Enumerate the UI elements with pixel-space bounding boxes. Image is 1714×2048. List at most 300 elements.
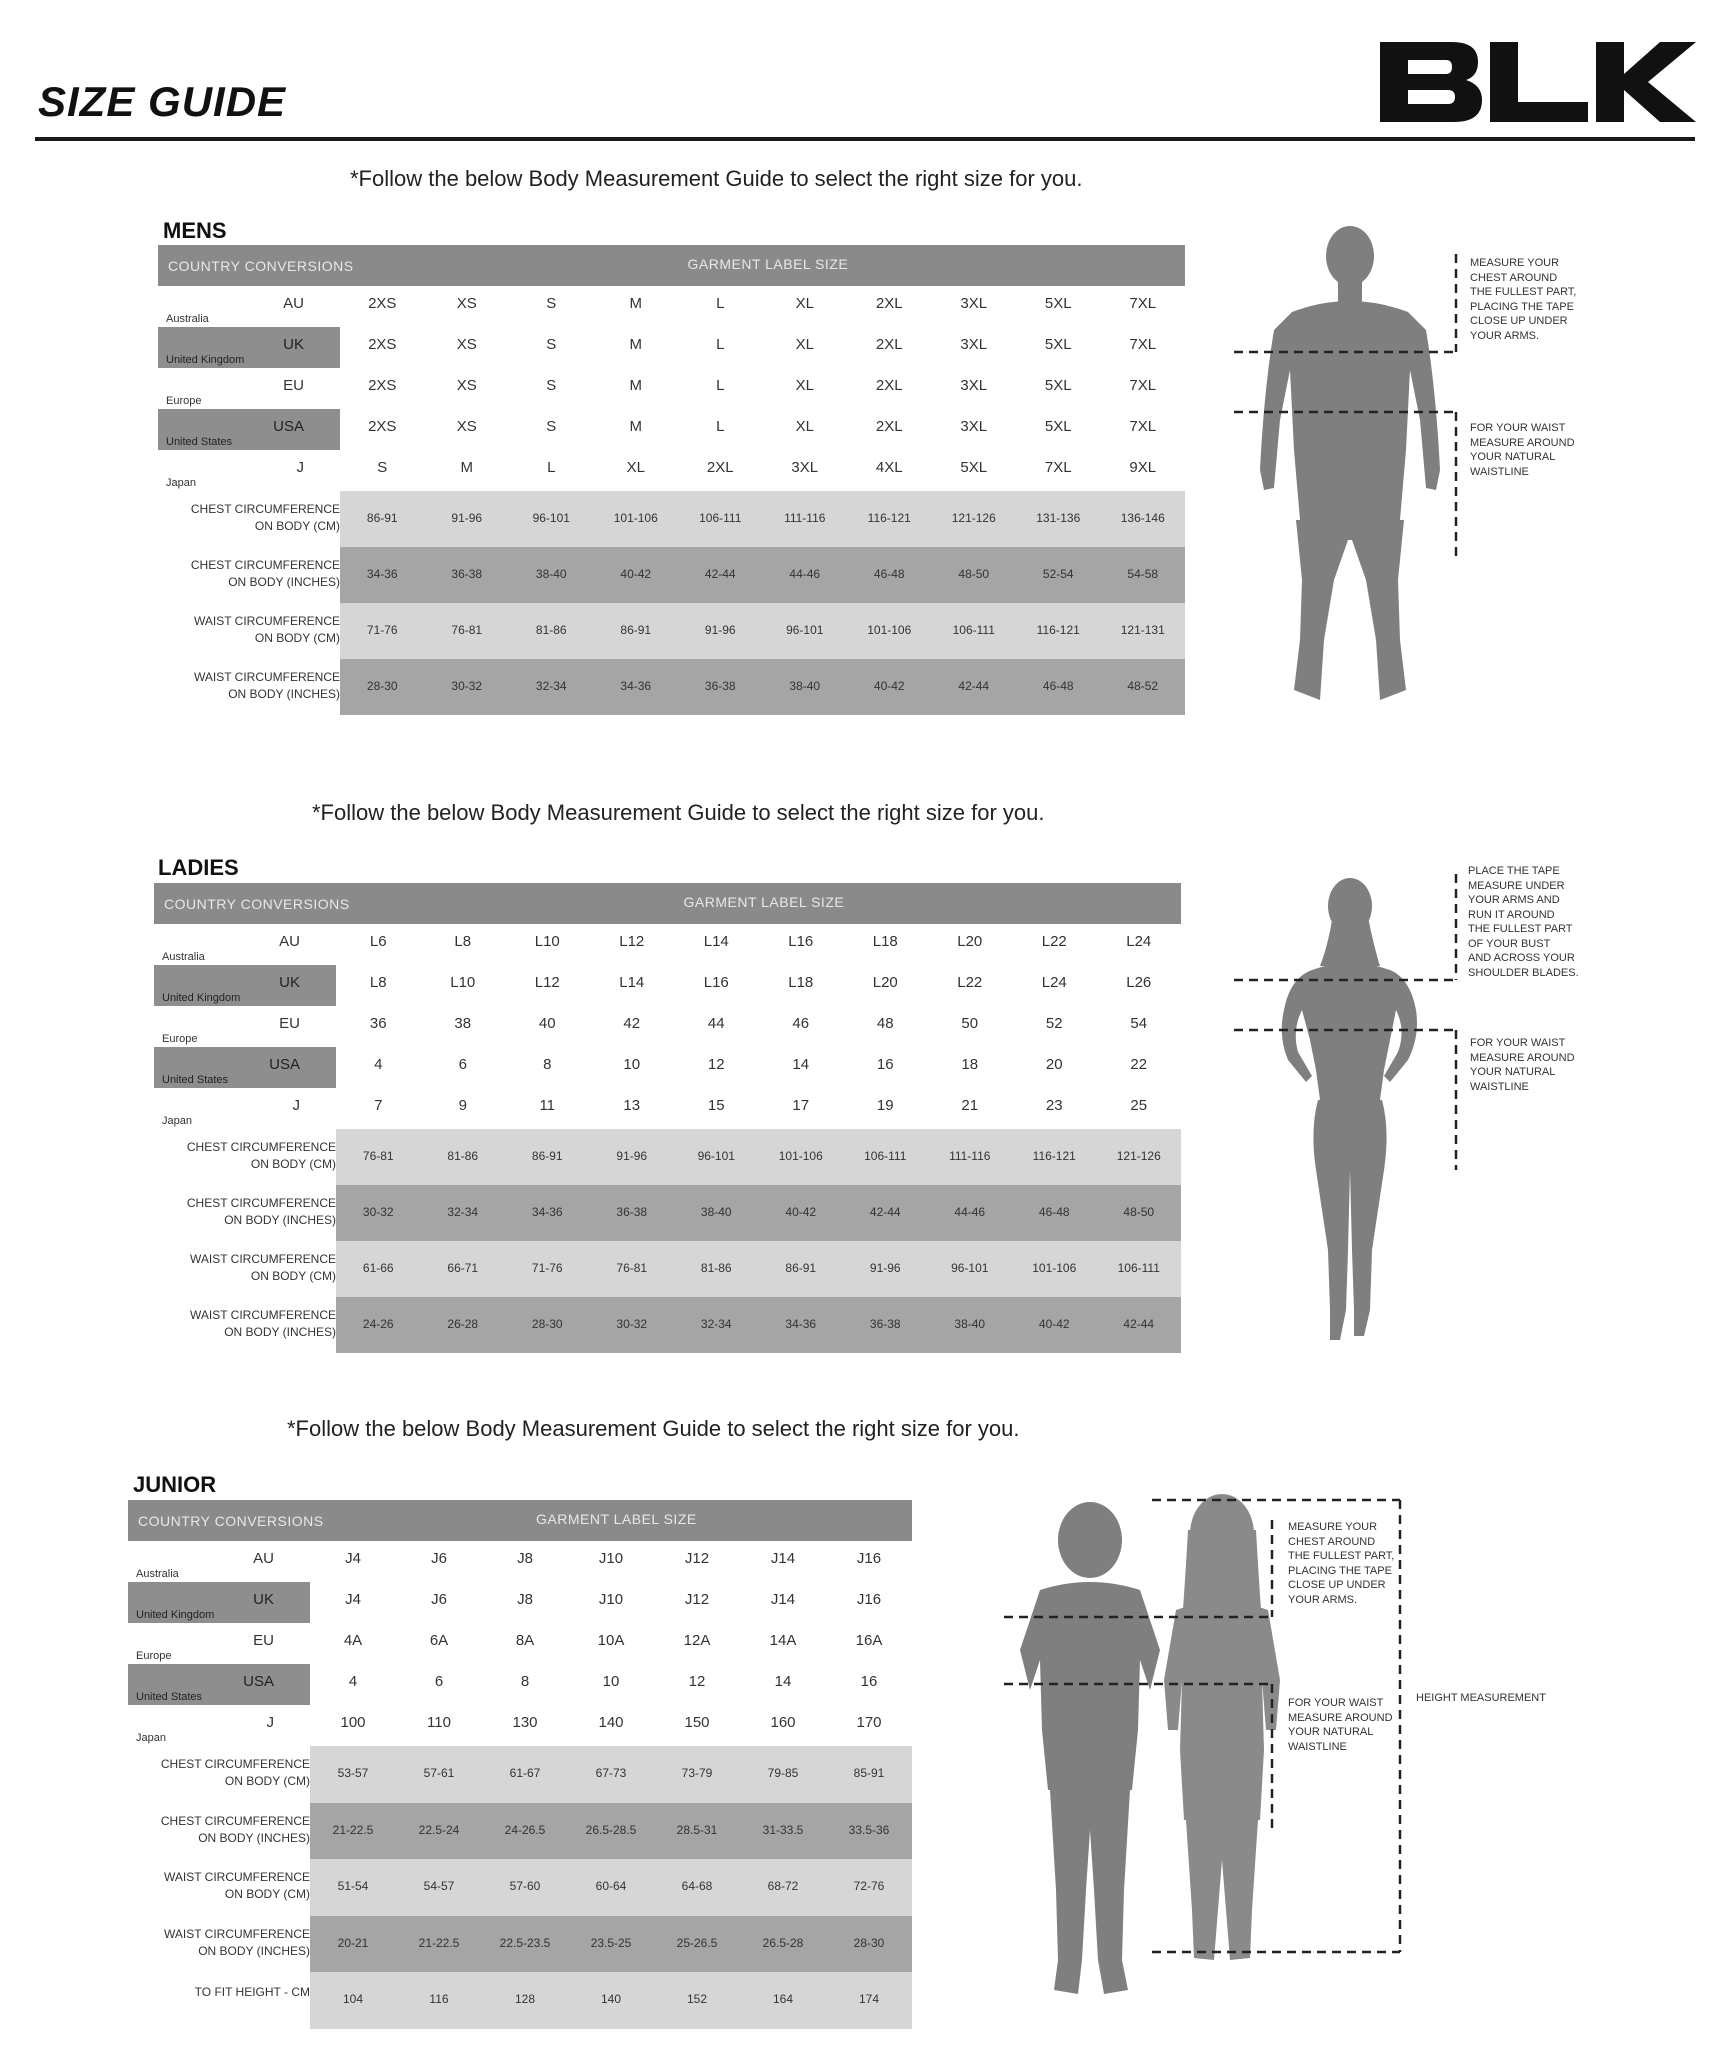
- measurement-label-line2: ON BODY (INCHES): [228, 687, 340, 701]
- size-cell: L8: [369, 974, 387, 991]
- size-cell: L: [716, 295, 725, 312]
- size-cell: J8: [517, 1550, 533, 1567]
- measurement-cell: 136-146: [1120, 511, 1165, 525]
- size-cell: 7XL: [1129, 295, 1157, 312]
- size-cell: J4: [345, 1550, 361, 1567]
- country-cell: [128, 1623, 310, 1664]
- measurement-cell: 28.5-31: [676, 1822, 718, 1837]
- annotation-line: AND ACROSS YOUR: [1468, 952, 1575, 964]
- measurement-label-line1: CHEST CIRCUMFERENCE: [186, 1196, 336, 1210]
- measurement-cell: 60-64: [595, 1879, 627, 1894]
- size-cell: L22: [1041, 933, 1067, 950]
- annotation-line: MEASURE AROUND: [1470, 436, 1575, 449]
- measurement-cell: 44-46: [789, 567, 821, 581]
- measurement-cell: 48-50: [958, 567, 990, 581]
- size-cell: L22: [957, 974, 983, 991]
- measurement-cell: 24-26.5: [504, 1822, 546, 1837]
- size-cell: L16: [788, 933, 814, 950]
- country-cell: [128, 1541, 310, 1582]
- measurement-label-line1: CHEST CIRCUMFERENCE: [190, 502, 340, 516]
- country-row-usa: [158, 409, 1185, 450]
- country-row-eu: [128, 1623, 912, 1664]
- measurement-cell: 42-44: [704, 567, 736, 581]
- ladies-waist-annotation: [1470, 1036, 1575, 1094]
- size-cell: XL: [795, 295, 814, 312]
- size-cell: 6A: [429, 1632, 449, 1649]
- size-cell: 4A: [343, 1632, 363, 1649]
- annotation-line: YOUR ARMS.: [1470, 329, 1540, 342]
- size-cell: 16A: [855, 1632, 883, 1649]
- country-name: Australia: [166, 313, 209, 325]
- mens-note: *Follow the below Body Measurement Guide to select the right size for you.: [350, 166, 1083, 191]
- measurement-cell: 86-91: [620, 623, 652, 637]
- measurement-cell: 32-34: [535, 679, 567, 693]
- size-cell: M: [629, 336, 642, 353]
- country-code: AU: [253, 1550, 274, 1567]
- annotation-line: OF YOUR BUST: [1468, 937, 1551, 950]
- country-row-au: [158, 286, 1185, 327]
- size-cell: J10: [598, 1591, 624, 1608]
- measurement-cell: 66-71: [447, 1261, 479, 1275]
- measurement-cell: 36-38: [704, 679, 736, 693]
- measurement-cell: 21-22.5: [332, 1822, 374, 1837]
- size-cell: 2XS: [368, 377, 397, 394]
- country-name: Japan: [166, 477, 196, 489]
- measurement-cell: 53-57: [337, 1766, 369, 1780]
- size-cell: 46: [792, 1015, 810, 1032]
- measurement-label-line2: ON BODY (CM): [250, 1269, 336, 1283]
- annotation-line: THE FULLEST PART,: [1470, 286, 1577, 298]
- country-cell: [154, 965, 336, 1006]
- annotation-line: CHEST AROUND: [1470, 271, 1558, 284]
- measurement-cell: 111-116: [949, 1149, 991, 1163]
- measurement-row: [128, 1803, 912, 1860]
- size-cell: 38: [454, 1015, 472, 1032]
- size-cell: 7: [374, 1097, 383, 1114]
- ladies-section-title: LADIES: [158, 855, 239, 880]
- measurement-cell: 104: [342, 1992, 364, 2007]
- size-cell: 16: [860, 1673, 878, 1690]
- country-row-uk: [158, 327, 1185, 368]
- annotation-line: WAISTLINE: [1288, 1740, 1347, 1753]
- measurement-cell: 116-121: [1036, 623, 1080, 637]
- measurement-cell: 40-42: [785, 1205, 817, 1219]
- measurement-cell: 81-86: [535, 623, 567, 637]
- size-cell: 25: [1130, 1097, 1148, 1114]
- annotation-line: YOUR NATURAL: [1288, 1726, 1374, 1738]
- size-cell: 17: [792, 1097, 810, 1114]
- measurement-label-line1: WAIST CIRCUMFERENCE: [193, 670, 340, 684]
- size-cell: L: [716, 377, 725, 394]
- country-code: J: [296, 459, 304, 476]
- measurement-cell: 28-30: [853, 1935, 885, 1950]
- measurement-cell: 32-34: [700, 1317, 732, 1331]
- measurement-cell: 81-86: [447, 1149, 479, 1163]
- annotation-line: MEASURE YOUR: [1288, 1521, 1378, 1533]
- measurement-cell: 76-81: [362, 1149, 394, 1163]
- measurement-cell: 38-40: [789, 679, 821, 693]
- measurement-cell: 85-91: [853, 1766, 885, 1780]
- size-cell: 7XL: [1129, 336, 1157, 353]
- measurement-label-line2: ON BODY (CM): [254, 631, 340, 645]
- size-cell: L10: [450, 974, 476, 991]
- size-cell: 2XL: [875, 377, 903, 394]
- measurement-label: [158, 613, 352, 647]
- size-cell: 5XL: [960, 459, 988, 476]
- measurement-cell: 106-111: [1117, 1261, 1160, 1275]
- country-name: United Kingdom: [166, 354, 245, 366]
- measurement-cell: 61-66: [362, 1261, 394, 1275]
- measurement-row: [128, 1746, 912, 1803]
- measurement-cell: 67-73: [595, 1766, 627, 1780]
- measurement-cell: 26.5-28: [762, 1935, 804, 1950]
- measurement-cell: 86-91: [785, 1261, 817, 1275]
- measurement-cell: 34-36: [785, 1317, 817, 1331]
- size-cell: 54: [1130, 1015, 1148, 1032]
- measurement-cell: 101-106: [778, 1149, 823, 1163]
- measurement-label-line1: CHEST CIRCUMFERENCE: [160, 1757, 310, 1771]
- annotation-line: THE FULLEST PART,: [1288, 1550, 1395, 1562]
- annotation-line: YOUR ARMS AND: [1468, 894, 1560, 906]
- measurement-cell: 20-21: [337, 1935, 369, 1950]
- country-conversions-label: COUNTRY CONVERSIONS: [164, 896, 350, 912]
- size-cell: 10: [623, 1056, 641, 1073]
- size-cell: XL: [795, 377, 814, 394]
- measurement-label-line1: WAIST CIRCUMFERENCE: [163, 1926, 310, 1941]
- size-cell: J12: [684, 1550, 710, 1567]
- measurement-label: [158, 557, 352, 591]
- measurement-cell: 34-36: [620, 679, 652, 693]
- annotation-line: YOUR NATURAL: [1470, 1066, 1556, 1078]
- size-cell: 6: [434, 1673, 444, 1690]
- measurement-cell: 36-38: [451, 567, 483, 581]
- country-cell: [128, 1664, 310, 1705]
- size-cell: 42: [623, 1015, 641, 1032]
- country-cell: [128, 1705, 310, 1746]
- measurement-label-line1: CHEST CIRCUMFERENCE: [160, 1813, 310, 1828]
- measurement-label-line2: ON BODY (INCHES): [228, 575, 340, 589]
- country-row-usa: [154, 1047, 1181, 1088]
- measurement-cell: 121-126: [1116, 1149, 1161, 1163]
- measurement-cell: 91-96: [451, 511, 483, 525]
- garment-label-size-label: GARMENT LABEL SIZE: [683, 894, 845, 910]
- country-cell: [158, 327, 340, 368]
- size-cell: J16: [856, 1591, 882, 1608]
- measurement-cell: 48-50: [1123, 1205, 1155, 1219]
- measurement-cell: 86-91: [366, 511, 398, 525]
- measurement-cell: 101-106: [867, 623, 912, 637]
- size-cell: 5XL: [1044, 295, 1072, 312]
- country-row-usa: [128, 1664, 912, 1705]
- size-cell: 19: [876, 1097, 894, 1114]
- measurement-cell: 34-36: [366, 567, 398, 581]
- measurement-cell: 86-91: [531, 1149, 563, 1163]
- measurement-row: [128, 1972, 912, 2029]
- country-conversions-label: COUNTRY CONVERSIONS: [138, 1513, 324, 1529]
- measurement-cell: 91-96: [704, 623, 736, 637]
- size-cell: XS: [456, 377, 477, 394]
- size-cell: 2XL: [706, 459, 734, 476]
- blk-logo: [1378, 38, 1696, 124]
- size-cell: J10: [598, 1550, 624, 1567]
- size-cell: 44: [707, 1015, 725, 1032]
- measurement-cell: 57-60: [509, 1879, 541, 1894]
- size-cell: XS: [456, 418, 477, 435]
- annotation-line: CLOSE UP UNDER: [1288, 1579, 1386, 1591]
- measurement-row: [154, 1185, 1181, 1241]
- size-cell: L24: [1126, 933, 1152, 950]
- size-cell: 48: [876, 1015, 894, 1032]
- country-row-eu: [154, 1006, 1181, 1047]
- measurement-cell: 81-86: [700, 1261, 732, 1275]
- measurement-row: [158, 659, 1185, 715]
- size-cell: XL: [795, 336, 814, 353]
- country-cell: [158, 286, 340, 327]
- size-cell: 4: [348, 1673, 358, 1690]
- annotation-line: YOUR ARMS.: [1288, 1593, 1358, 1606]
- measurement-cell: 34-36: [531, 1205, 563, 1219]
- measurement-row: [154, 1241, 1181, 1297]
- measurement-label-line2: ON BODY (CM): [250, 1157, 336, 1171]
- size-cell: S: [546, 418, 557, 435]
- size-cell: L14: [703, 933, 729, 950]
- measurement-cell: 54-58: [1127, 567, 1159, 581]
- country-row-au: [154, 924, 1181, 965]
- size-cell: 23: [1045, 1097, 1063, 1114]
- size-cell: 14: [792, 1056, 810, 1073]
- country-row-eu: [158, 368, 1185, 409]
- ladies-note: *Follow the below Body Measurement Guide to select the right size for you.: [312, 800, 1045, 825]
- annotation-line: WAISTLINE: [1470, 465, 1529, 478]
- size-cell: 2XS: [368, 336, 397, 353]
- measurement-cell: 40-42: [873, 679, 905, 693]
- country-name: United States: [162, 1074, 229, 1086]
- country-name: Japan: [162, 1115, 192, 1127]
- ladies-table-header: [154, 883, 1181, 924]
- measurement-label: [158, 669, 352, 703]
- measurement-label: [154, 1195, 348, 1229]
- size-cell: 5XL: [1044, 377, 1072, 394]
- annotation-line: FOR YOUR WAIST: [1470, 1037, 1566, 1049]
- measurement-label-line2: ON BODY (CM): [224, 1887, 310, 1902]
- ladies-chest-annotation: [1468, 864, 1579, 980]
- garment-label-size-label: GARMENT LABEL SIZE: [536, 1511, 697, 1527]
- measurement-cell: 64-68: [681, 1879, 713, 1894]
- measurement-cell: 38-40: [535, 567, 567, 581]
- size-cell: 3XL: [960, 295, 988, 312]
- country-code: USA: [273, 418, 304, 435]
- measurement-cell: 24-26: [362, 1317, 394, 1331]
- annotation-line: CHEST AROUND: [1288, 1535, 1376, 1548]
- size-cell: J6: [431, 1591, 447, 1608]
- measurement-label: [154, 1139, 348, 1173]
- size-cell: 5XL: [1044, 336, 1072, 353]
- size-cell: 6: [458, 1056, 467, 1073]
- mens-chest-annotation: [1470, 256, 1576, 343]
- mens-table-header: [158, 245, 1185, 286]
- measurement-cell: 96-101: [532, 511, 570, 525]
- measurement-cell: 40-42: [1038, 1317, 1070, 1331]
- size-cell: L24: [1041, 974, 1067, 991]
- measurement-cell: 25-26.5: [676, 1935, 718, 1950]
- annotation-line: HEIGHT MEASUREMENT: [1416, 1692, 1546, 1704]
- measurement-cell: 30-32: [451, 679, 483, 693]
- measurement-cell: 79-85: [767, 1766, 799, 1780]
- size-cell: 2XS: [368, 295, 397, 312]
- size-cell: L20: [872, 974, 898, 991]
- measurement-label: [128, 1869, 322, 1903]
- country-name: Europe: [136, 1650, 172, 1662]
- measurement-cell: 164: [772, 1992, 794, 2007]
- size-cell: L: [716, 336, 725, 353]
- measurement-cell: 106-111: [952, 623, 995, 637]
- measurement-cell: 101-106: [613, 511, 658, 525]
- measurement-cell: 121-131: [1120, 623, 1165, 637]
- measurement-cell: 116-121: [1032, 1149, 1076, 1163]
- size-cell: J6: [431, 1550, 447, 1567]
- size-cell: 8: [543, 1056, 552, 1073]
- measurement-cell: 23.5-25: [590, 1935, 632, 1950]
- size-cell: S: [546, 336, 557, 353]
- measurement-cell: 46-48: [873, 567, 905, 581]
- size-cell: 11: [539, 1097, 556, 1114]
- size-cell: 9XL: [1129, 459, 1157, 476]
- measurement-cell: 128: [514, 1992, 536, 2007]
- measurement-cell: 116: [429, 1992, 449, 2007]
- measurement-cell: 96-101: [786, 623, 824, 637]
- size-cell: 10A: [597, 1632, 625, 1649]
- size-cell: L: [547, 459, 556, 476]
- annotation-line: PLACING THE TAPE: [1288, 1564, 1392, 1577]
- country-cell: [154, 1088, 336, 1129]
- size-cell: 2XL: [875, 418, 903, 435]
- size-cell: 140: [598, 1714, 624, 1731]
- country-row-j: [128, 1705, 912, 1746]
- annotation-line: RUN IT AROUND: [1468, 908, 1555, 921]
- annotation-line: PLACING THE TAPE: [1470, 300, 1574, 313]
- measurement-cell: 91-96: [616, 1149, 648, 1163]
- size-cell: 16: [876, 1056, 894, 1073]
- measurement-cell: 54-57: [423, 1879, 455, 1894]
- annotation-line: MEASURE UNDER: [1468, 879, 1565, 892]
- size-cell: L12: [534, 974, 560, 991]
- size-cell: S: [546, 377, 557, 394]
- measurement-cell: 152: [686, 1992, 708, 2007]
- size-cell: L18: [872, 933, 898, 950]
- measurement-label: [128, 1926, 322, 1960]
- size-cell: 110: [427, 1714, 451, 1731]
- measurement-label-line2: ON BODY (INCHES): [198, 1943, 310, 1958]
- size-cell: L10: [534, 933, 560, 950]
- measurement-row: [158, 491, 1185, 547]
- size-cell: 3XL: [960, 336, 988, 353]
- size-cell: 13: [623, 1097, 641, 1114]
- country-code: UK: [253, 1591, 274, 1608]
- size-cell: M: [629, 418, 642, 435]
- country-cell: [158, 409, 340, 450]
- size-cell: J8: [517, 1591, 533, 1608]
- annotation-line: WAISTLINE: [1470, 1080, 1529, 1093]
- country-name: Europe: [166, 395, 202, 407]
- ladies-measure-lines: [1230, 870, 1470, 1180]
- size-cell: L8: [454, 933, 472, 950]
- size-cell: 50: [961, 1015, 979, 1032]
- size-cell: J12: [684, 1591, 710, 1608]
- annotation-line: THE FULLEST PART: [1468, 923, 1573, 935]
- mens-measure-lines: [1230, 250, 1470, 570]
- country-row-uk: [154, 965, 1181, 1006]
- measurement-cell: 30-32: [362, 1205, 394, 1219]
- measurement-cell: 96-101: [697, 1149, 735, 1163]
- junior-height-annotation: [1416, 1691, 1546, 1706]
- size-cell: 20: [1045, 1056, 1063, 1073]
- measurement-cell: 31-33.5: [762, 1822, 804, 1837]
- size-cell: L20: [957, 933, 983, 950]
- junior-waist-annotation: [1288, 1696, 1393, 1754]
- measurement-cell: 68-72: [767, 1879, 799, 1894]
- measurement-cell: 36-38: [869, 1317, 901, 1331]
- measurement-cell: 76-81: [616, 1261, 648, 1275]
- measurement-cell: 61-67: [509, 1766, 541, 1780]
- country-code: AU: [279, 933, 300, 950]
- country-code: EU: [279, 1015, 300, 1032]
- measurement-cell: 22.5-24: [418, 1822, 460, 1837]
- size-cell: 40: [538, 1015, 556, 1032]
- country-row-j: [158, 450, 1185, 491]
- measurement-cell: 33.5-36: [848, 1822, 890, 1837]
- measurement-cell: 36-38: [616, 1205, 648, 1219]
- size-cell: M: [629, 377, 642, 394]
- size-cell: J4: [345, 1591, 361, 1608]
- measurement-cell: 140: [600, 1992, 622, 2007]
- size-cell: 7XL: [1129, 418, 1157, 435]
- measurement-label-line1: TO FIT HEIGHT - CM: [194, 1985, 310, 2000]
- country-name: Australia: [136, 1568, 179, 1580]
- size-cell: 130: [512, 1714, 538, 1731]
- measurement-cell: 28-30: [531, 1317, 563, 1331]
- size-cell: 12: [688, 1673, 706, 1690]
- annotation-line: MEASURE AROUND: [1470, 1051, 1575, 1064]
- measurement-label-line1: CHEST CIRCUMFERENCE: [190, 558, 340, 572]
- measurement-cell: 116-121: [867, 511, 911, 525]
- size-cell: 8: [520, 1673, 530, 1690]
- measurement-cell: 48-52: [1127, 679, 1159, 693]
- junior-chest-annotation: [1288, 1520, 1394, 1607]
- country-name: Europe: [162, 1033, 198, 1045]
- country-code: USA: [269, 1056, 300, 1073]
- size-cell: S: [377, 459, 388, 476]
- measurement-row: [128, 1916, 912, 1973]
- measurement-cell: 106-111: [864, 1149, 907, 1163]
- country-code: J: [266, 1714, 274, 1731]
- country-name: United States: [136, 1691, 203, 1703]
- measurement-cell: 72-76: [853, 1879, 885, 1894]
- measurement-cell: 42-44: [869, 1205, 901, 1219]
- measurement-label-line2: ON BODY (INCHES): [198, 1830, 310, 1845]
- measurement-cell: 52-54: [1042, 567, 1074, 581]
- measurement-cell: 21-22.5: [418, 1935, 460, 1950]
- size-cell: 12: [707, 1056, 725, 1073]
- size-cell: 2XS: [368, 418, 397, 435]
- measurement-cell: 40-42: [620, 567, 652, 581]
- size-cell: XS: [456, 295, 477, 312]
- country-cell: [128, 1582, 310, 1623]
- country-name: United Kingdom: [162, 992, 241, 1004]
- size-cell: L18: [788, 974, 814, 991]
- garment-label-size-label: GARMENT LABEL SIZE: [687, 256, 849, 272]
- mens-section-title: MENS: [163, 218, 227, 243]
- measurement-row: [158, 547, 1185, 603]
